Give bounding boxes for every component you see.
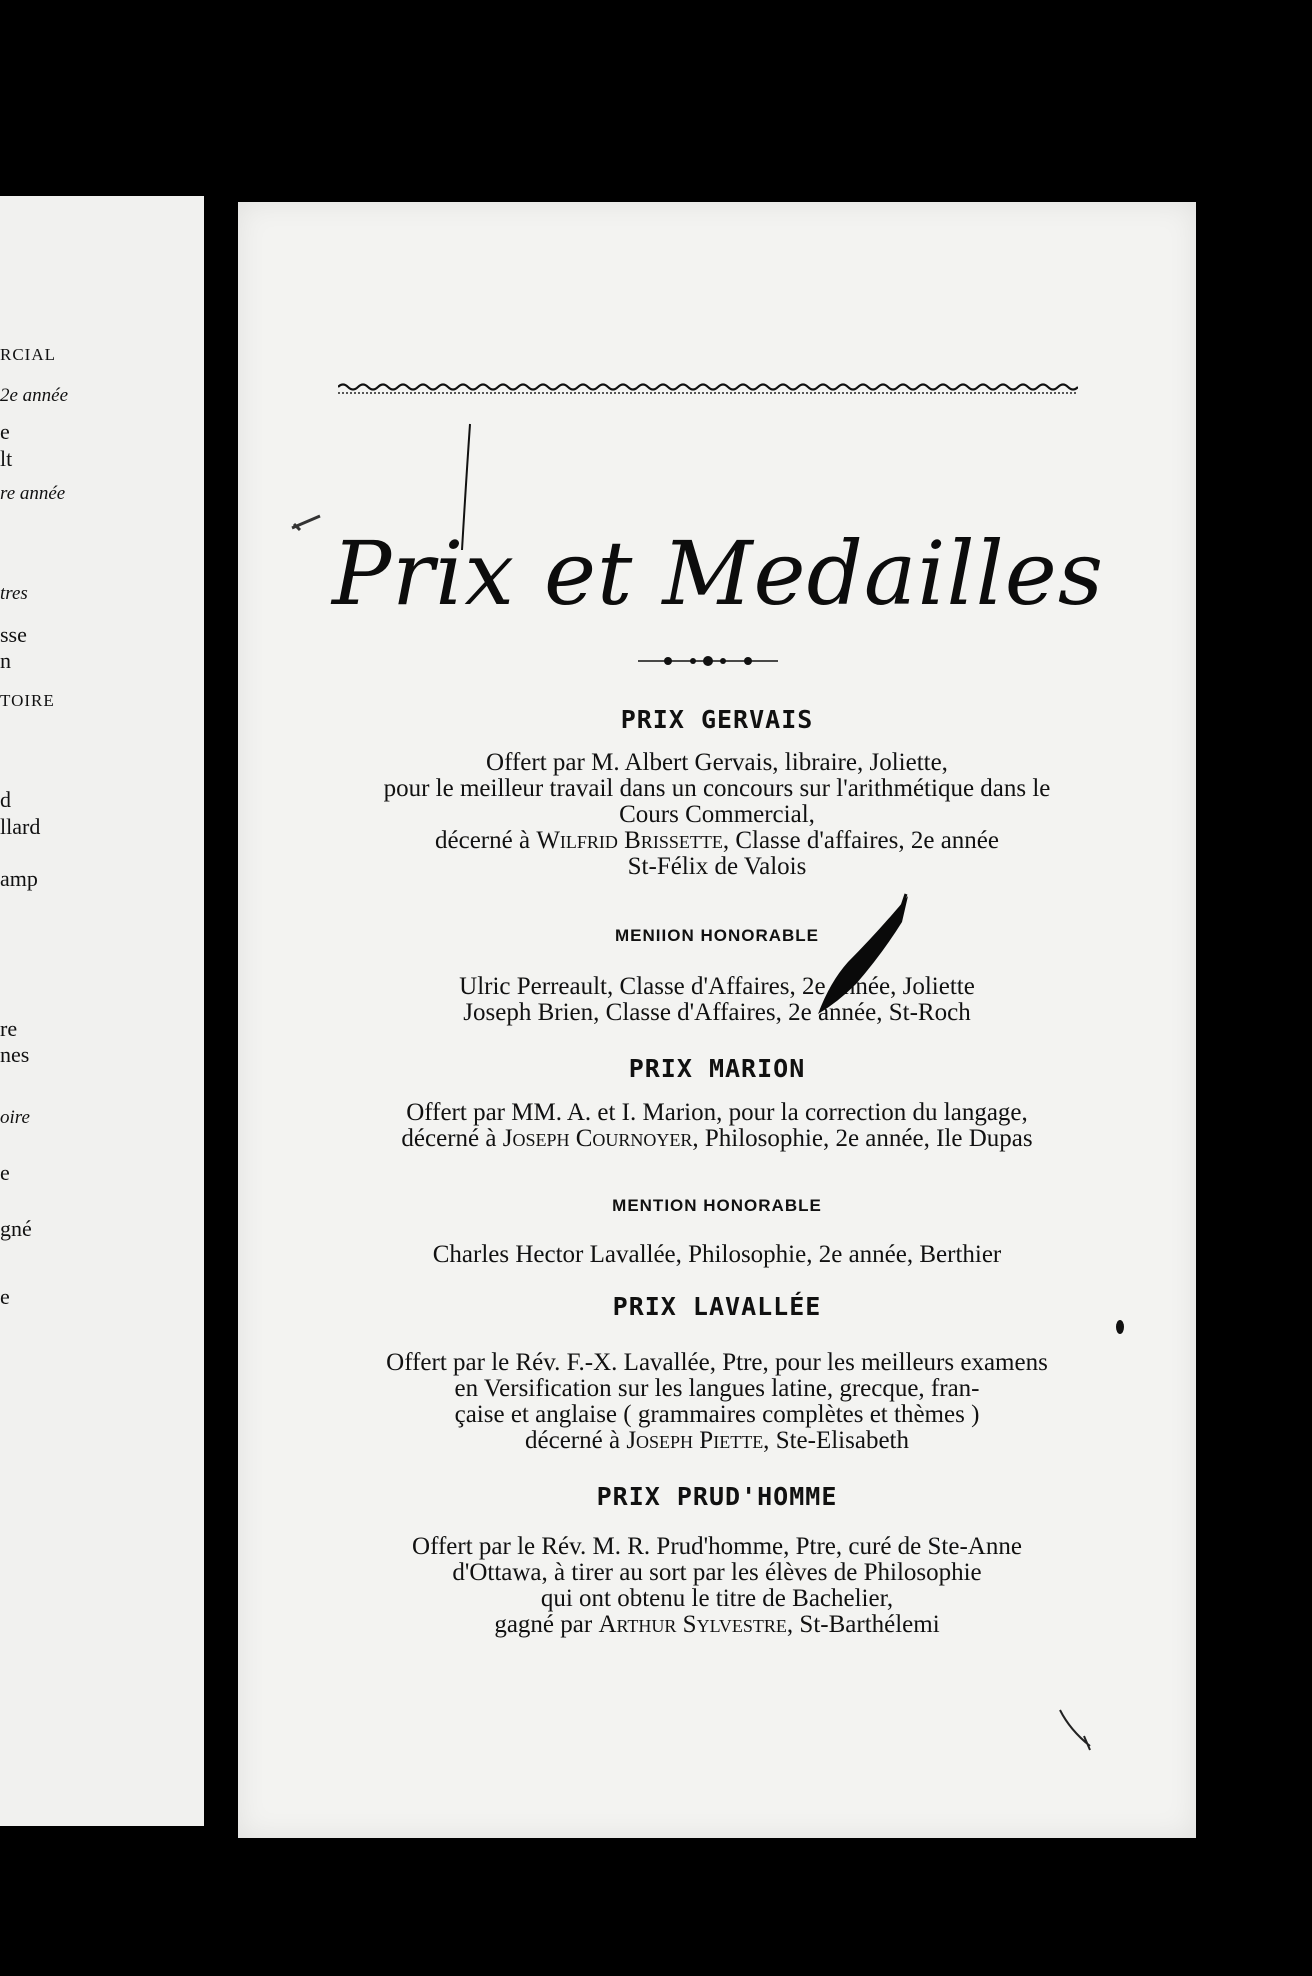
awarded-to-label: gagné par	[494, 1611, 599, 1638]
left-page-text-fragment: nes	[0, 1042, 30, 1067]
awardee-name: Arthur Sylvestre,	[598, 1611, 794, 1638]
left-page-text-fragment: sse	[0, 622, 27, 647]
prize-lavallee-heading: PRIX LAVALLÉE	[612, 1292, 822, 1321]
prize-lavallee-line: en Versification sur les langues latine, grecque, fran-	[454, 1375, 980, 1402]
awardee-name: Joseph Piette,	[626, 1427, 770, 1454]
mention-entry: Ulric Perreault, Classe d'Affaires, 2e année, Joliette	[459, 973, 975, 1000]
left-page-text-fragment: e	[0, 419, 10, 444]
left-page-text-fragment: amp	[0, 866, 38, 891]
ornament-divider	[638, 654, 778, 668]
main-page	[238, 202, 1196, 1838]
prize-lavallee-line: Offert par le Rév. F.-X. Lavallée, Ptre, pour les meilleurs examens	[386, 1349, 1048, 1376]
page-gutter	[204, 196, 238, 1826]
left-page-text-fragment: lt	[0, 446, 13, 471]
ink-quill-smudge	[778, 892, 918, 1022]
prize-marion-heading: PRIX MARION	[628, 1054, 806, 1083]
awardee-details: Classe d'affaires, 2e année	[729, 827, 999, 854]
mention-entry: Charles Hector Lavallée, Philosophie, 2e année, Berthier	[432, 1241, 1002, 1268]
prize-marion-mention-heading: MENTION HONORABLE	[612, 1196, 822, 1215]
awarded-to-label: décerné à	[525, 1427, 627, 1454]
prize-prudhomme-heading: PRIX PRUD'HOMME	[596, 1482, 838, 1511]
prize-gervais-mention-heading: MENIION HONORABLE	[615, 926, 819, 945]
prize-gervais-line: Offert par M. Albert Gervais, libraire, Joliette,	[486, 749, 948, 776]
left-page-text-fragment: gné	[0, 1216, 32, 1241]
page-title: Prix et Medailles	[331, 522, 1105, 625]
prize-gervais-line: St-Félix de Valois	[627, 853, 807, 880]
prize-marion-awardee-line	[238, 1126, 1196, 1152]
awarded-to-label: décerné à	[435, 827, 537, 854]
prize-gervais-awardee-line	[238, 828, 1196, 854]
prize-lavallee-line: çaise et anglaise ( grammaires complètes et thèmes )	[454, 1401, 980, 1428]
awardee-details: St-Barthélemi	[793, 1611, 940, 1638]
ink-dot-mark	[1114, 1318, 1126, 1336]
left-page-text-fragment: e	[0, 1284, 10, 1309]
corner-pen-mark	[1056, 1706, 1096, 1756]
left-page-fragment	[0, 196, 204, 1826]
awardee-details: Ste-Elisabeth	[769, 1427, 909, 1454]
mention-entry: Joseph Brien, Classe d'Affaires, 2e année, St-Roch	[463, 999, 971, 1026]
prize-gervais-line: Cours Commercial,	[619, 801, 815, 828]
prize-prudhomme-line: d'Ottawa, à tirer au sort par les élèves de Philosophie	[452, 1559, 982, 1586]
left-page-text-fragment: llard	[0, 814, 41, 839]
left-page-text-fragment: tres	[0, 583, 28, 604]
prize-gervais-line: pour le meilleur travail dans un concours sur l'arithmétique dans le	[383, 775, 1051, 802]
left-page-text-fragment: RCIAL	[0, 345, 56, 364]
left-page-text-fragment: e	[0, 1160, 10, 1185]
awarded-to-label: décerné à	[401, 1125, 503, 1152]
awardee-name: Joseph Cournoyer,	[502, 1125, 699, 1152]
awardee-name: Wilfrid Brissette,	[536, 827, 730, 854]
left-page-text-fragment: re année	[0, 483, 66, 504]
left-page-text-fragment: TOIRE	[0, 691, 55, 710]
prize-prudhomme-awardee-line	[238, 1612, 1196, 1638]
awardee-details: Philosophie, 2e année, Ile Dupas	[698, 1125, 1033, 1152]
left-page-text-fragment: oire	[0, 1107, 30, 1128]
prize-prudhomme-line: Offert par le Rév. M. R. Prud'homme, Ptre, curé de Ste-Anne	[412, 1533, 1022, 1560]
left-page-text-fragment: 2e année	[0, 385, 69, 406]
prize-lavallee-awardee-line	[238, 1428, 1196, 1454]
left-page-text-fragment: re	[0, 1016, 18, 1041]
prize-gervais-heading: PRIX GERVAIS	[620, 705, 814, 734]
prize-marion-line: Offert par MM. A. et I. Marion, pour la correction du langage,	[406, 1099, 1028, 1126]
decorative-rule	[338, 382, 1078, 396]
left-page-text-fragment: d	[0, 787, 11, 812]
prize-prudhomme-line: qui ont obtenu le titre de Bachelier,	[540, 1585, 894, 1612]
left-page-text-fragment: n	[0, 648, 11, 673]
